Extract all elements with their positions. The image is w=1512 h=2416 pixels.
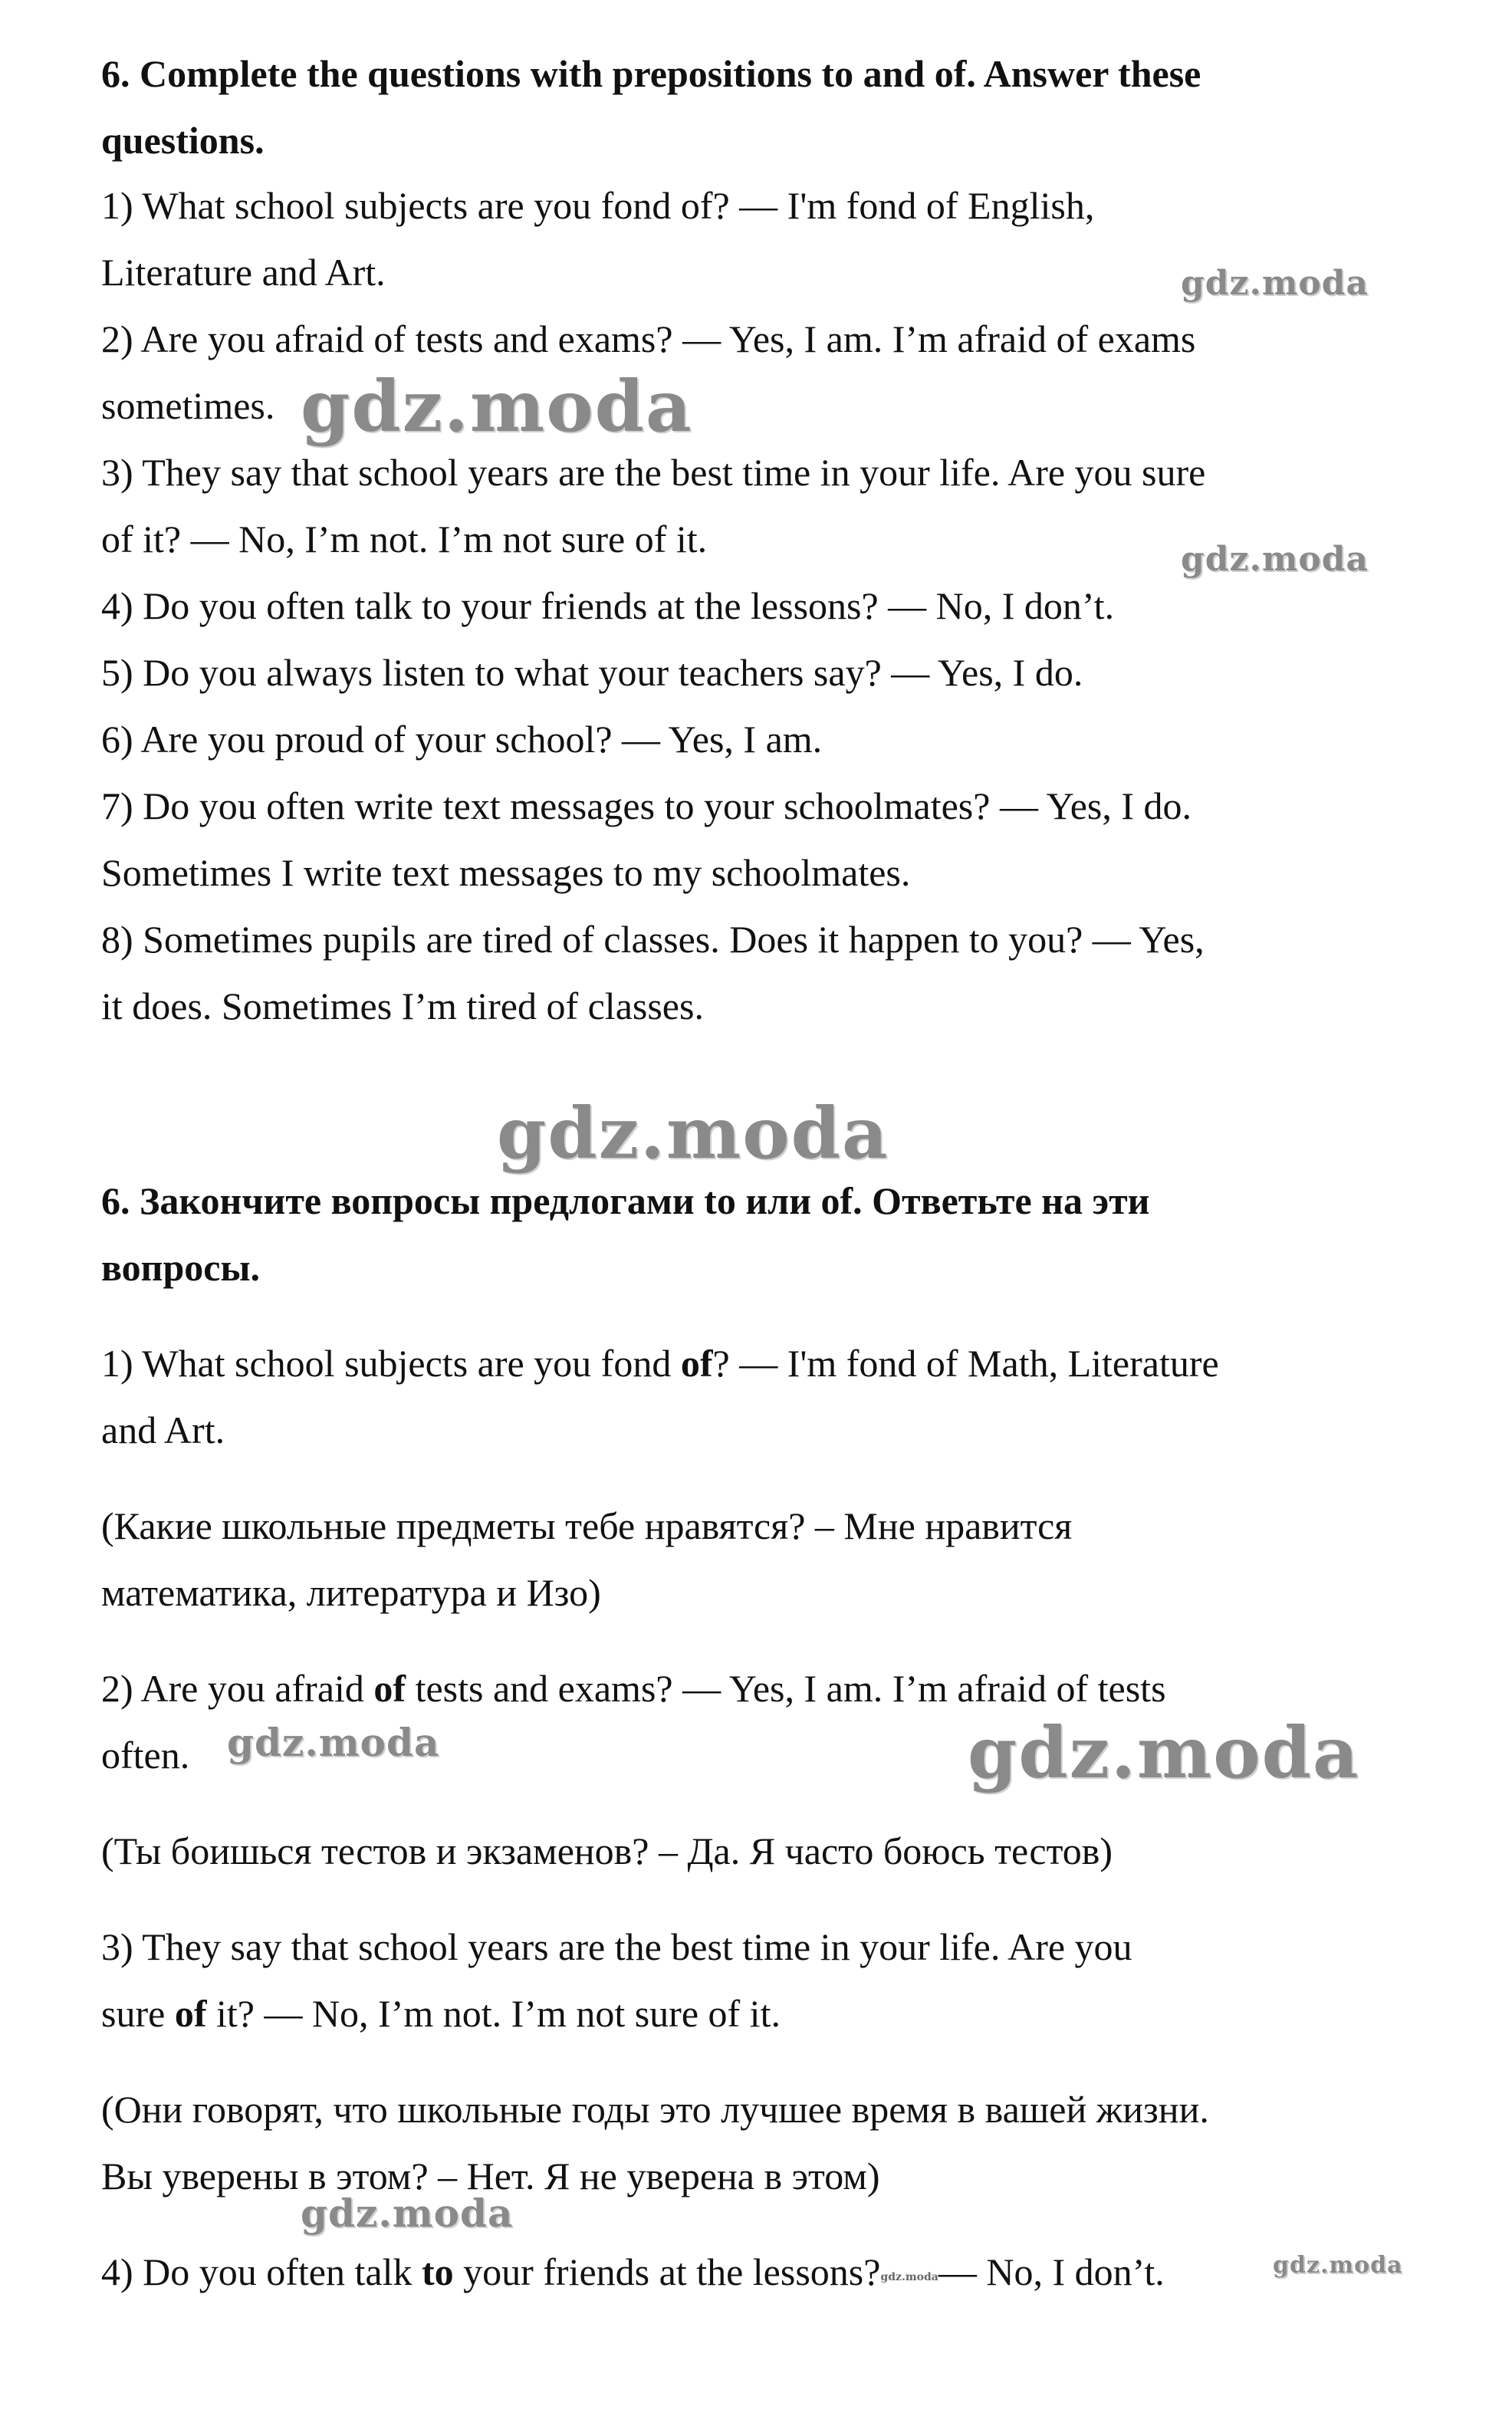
question-3-line-2 [101,1990,781,2036]
english-text-line: 4) Do you often talk to your friends at the lessons? — No, I don’t. [101,584,1115,627]
question-2-line-2: often. [101,1734,190,1777]
question-3-answer: of [174,1992,207,2035]
watermark: gdz.moda [968,1711,1360,1794]
watermark: gdz.moda [1181,264,1369,303]
question-2-answer: of [373,1667,406,1710]
russian-heading-line-1: 6. Закончите вопросы предлогами to или of. Ответьте на эти [101,1179,1150,1222]
watermark-inline: gdz.moda [880,2271,938,2283]
english-text-line: of it? — No, I’m not. I’m not sure of it. [101,518,708,560]
english-text-line: sometimes. [101,384,275,427]
question-4-question-end: your friends at the lessons? [453,2250,881,2293]
question-3-translation-1: (Они говорят, что школьные годы это лучшее время в вашей жизни. [101,2088,1209,2131]
question-4-text: 4) Do you often talk [101,2250,422,2293]
question-3-text: sure [101,1992,175,2035]
question-1-line-2: and Art. [101,1409,225,1451]
question-1-translation-2: математика, литература и Изо) [101,1571,601,1614]
question-4-answer: to [421,2250,454,2293]
question-2-reply: tests and exams? — Yes, I am. I’m afraid of tests [406,1667,1166,1710]
question-4-reply: — No, I don’t. [938,2250,1165,2293]
question-3-reply: it? — No, I’m not. I’m not sure of it. [206,1992,781,2035]
watermark: gdz.moda [301,2191,514,2236]
english-text-line: 1) What school subjects are you fond of? — I'm fond of English, [101,184,1095,227]
watermark: gdz.moda [1181,540,1369,579]
question-1-answer: of [680,1342,713,1385]
english-text-line: Literature and Art. [101,251,386,294]
question-3-line-1: 3) They say that school years are the best time in your life. Are you [101,1925,1132,1968]
question-1-reply: ? — I'm fond of Math, Literature [712,1342,1219,1385]
english-heading-line-1: 6. Complete the questions with prepositions to and of. Answer these [101,52,1201,95]
question-4-line-1 [101,2249,1165,2295]
question-1-line-1 [101,1340,1219,1386]
question-1-text: 1) What school subjects are you fond [101,1342,681,1385]
question-1-translation-1: (Какие школьные предметы тебе нравятся? – Мне нравится [101,1504,1073,1547]
english-text-line: 6) Are you proud of your school? — Yes, I am. [101,718,823,761]
english-text-line: 8) Sometimes pupils are tired of classes. Does it happen to you? — Yes, [101,918,1205,961]
english-text-line: Sometimes I write text messages to my schoolmates. [101,851,911,894]
question-2-translation-1: (Ты боишься тестов и экзаменов? – Да. Я часто боюсь тестов) [101,1829,1113,1872]
watermark: gdz.moda [301,365,693,448]
english-heading-line-2: questions. [101,119,265,162]
watermark: gdz.moda [497,1092,889,1175]
english-text-line: it does. Sometimes I’m tired of classes. [101,984,704,1027]
english-text-line: 7) Do you often write text messages to your schoolmates? — Yes, I do. [101,784,1192,827]
watermark: gdz.moda [1273,2252,1403,2279]
question-2-text: 2) Are you afraid [101,1667,374,1710]
russian-heading-line-2: вопросы. [101,1246,261,1289]
question-3-translation-2: Вы уверены в этом? – Нет. Я не уверена в этом) [101,2155,880,2197]
english-text-line: 3) They say that school years are the best time in your life. Are you sure [101,451,1206,494]
watermark: gdz.moda [227,1720,440,1765]
english-text-line: 2) Are you afraid of tests and exams? — Yes, I am. I’m afraid of exams [101,317,1196,360]
question-2-line-1 [101,1665,1166,1711]
english-text-line: 5) Do you always listen to what your teachers say? — Yes, I do. [101,651,1083,694]
